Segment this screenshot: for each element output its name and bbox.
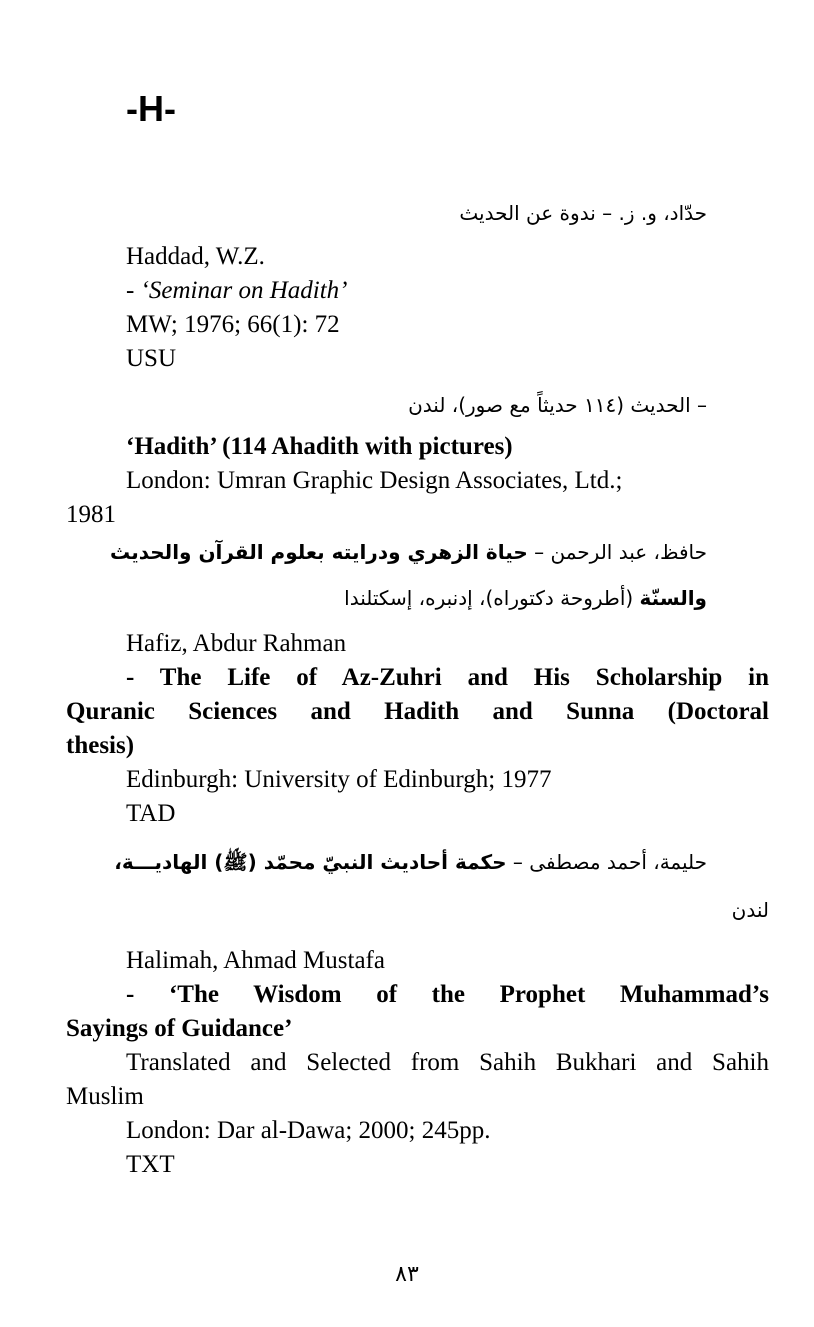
section-letter: -H-	[126, 88, 176, 129]
arabic-author: حافظ، عبد الرحمن –	[527, 540, 707, 564]
work-title: - The Life of Az-Zuhri and His Scholarship in	[126, 664, 769, 691]
arabic-citation	[66, 535, 769, 569]
work-title: thesis)	[66, 732, 135, 759]
arabic-citation-cont	[66, 581, 769, 615]
author-name: Halimah, Ahmad Mustafa	[126, 947, 385, 974]
work-title: - ‘Seminar on Hadith’	[126, 277, 348, 304]
arabic-citation-cont: لندن	[731, 898, 769, 922]
bibliography-entry	[66, 845, 769, 1182]
bibliography-entry	[66, 388, 769, 532]
bibliography-entry	[66, 535, 769, 831]
author-name: Haddad, W.Z.	[126, 243, 265, 270]
author-name: Hafiz, Abdur Rahman	[126, 630, 347, 657]
arabic-title: حكمة أحاديث النبيّ محمّد (ﷺ) الهاديـــة،	[114, 850, 507, 874]
library-code: USU	[126, 345, 177, 372]
arabic-citation: حدّاد، و. ز. – ندوة عن الحديث	[459, 201, 707, 225]
work-title: Sayings of Guidance’	[66, 1015, 293, 1042]
translation-note: Muslim	[66, 1083, 144, 1110]
work-title: Quranic Sciences and Hadith and Sunna (Doctoral	[66, 698, 769, 725]
work-title: - ‘The Wisdom of the Prophet Muhammad’s	[126, 981, 769, 1008]
publication-info: Edinburgh: University of Edinburgh; 1977	[126, 766, 552, 793]
publication-info: London: Dar al-Dawa; 2000; 245pp.	[126, 1117, 491, 1144]
work-title: ‘Hadith’ (114 Ahadith with pictures)	[126, 433, 513, 460]
publication-year: 1981	[66, 501, 116, 528]
translation-note: Translated and Selected from Sahih Bukhari and Sahih	[126, 1049, 769, 1076]
publication-info: MW; 1976; 66(1): 72	[126, 311, 340, 338]
publication-info: London: Umran Graphic Design Associates, Ltd.;	[126, 467, 623, 494]
page-number: ٨٣	[395, 1262, 419, 1287]
arabic-citation: – الحديث (١١٤ حديثاً مع صور)، لندن	[408, 393, 707, 417]
bibliography-entry	[66, 196, 769, 376]
arabic-title: حياة الزهري ودرايته بعلوم القرآن والحديث	[110, 540, 528, 564]
arabic-citation	[66, 845, 769, 879]
library-code: TAD	[126, 800, 176, 827]
arabic-author: حليمة، أحمد مصطفى –	[506, 850, 707, 874]
arabic-title-cont: والسنّة	[639, 586, 707, 610]
arabic-rest: (أطروحة دكتوراه)، إدنبره، إسكتلندا	[344, 586, 640, 610]
library-code: TXT	[126, 1151, 175, 1178]
